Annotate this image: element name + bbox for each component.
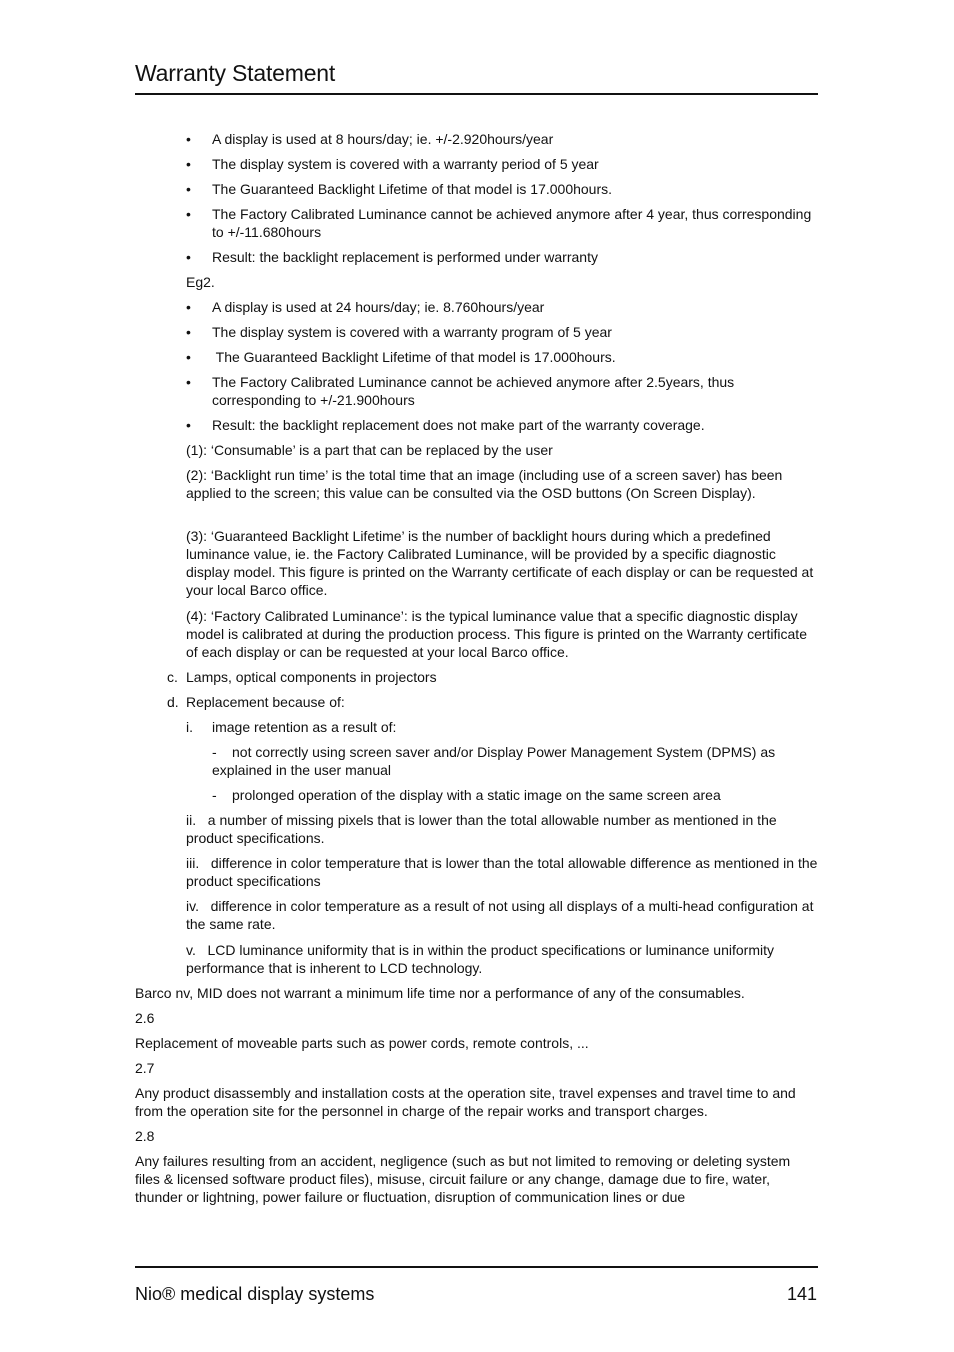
page-header [135, 58, 817, 88]
list-item-text: ii. a number of missing pixels that is lower than the total allowable number as mentioned in the product specifications. [186, 812, 781, 846]
list-marker: c. [167, 669, 178, 685]
bullet-mark: • [186, 249, 191, 265]
list-item-text: The Factory Calibrated Luminance cannot be achieved anymore after 4 year, thus corresponding to +/-11.680hours [212, 206, 812, 240]
footer-divider [135, 1266, 818, 1268]
bullet-mark: • [186, 181, 191, 197]
paragraph: Replacement of moveable parts such as power cords, remote controls, ... [135, 1035, 589, 1051]
paragraph: Any product disassembly and installation costs at the operation site, travel expenses and travel time to and from the operation site for the personnel in charge of the repair works and transport charges. [135, 1085, 796, 1119]
list-item-text: The display system is covered with a warranty period of 5 year [212, 156, 599, 172]
header-divider [135, 93, 818, 95]
footer-product-name: Nio® medical display systems [135, 1284, 375, 1304]
bullet-mark: • [186, 206, 191, 222]
list-item-text: iii. difference in color temperature that is lower than the total allowable difference as mentioned in the product specifications [186, 855, 822, 889]
bullet-mark: • [186, 131, 191, 147]
list-item-text: image retention as a result of: [212, 719, 397, 735]
list-item-text: not correctly using screen saver and/or Display Power Management System (DPMS) as explained in the user manual [212, 744, 776, 778]
footnote: (3): ‘Guaranteed Backlight Lifetime’ is the number of backlight hours during which a predefined luminance value, ie. the Factory Calibrated Luminance, will be provided by a specific diagnostic display model. This figure is printed on the Warranty certificate of each display or can be requested at your local Barco office. [186, 528, 814, 598]
bullet-mark: • [186, 156, 191, 172]
example-label: Eg2. [186, 274, 215, 290]
list-item-text: A display is used at 24 hours/day; ie. 8.760hours/year [212, 299, 545, 315]
page-number: 141 [786, 1284, 817, 1304]
list-item-text: Lamps, optical components in projectors [186, 669, 437, 685]
footnote: (4): ‘Factory Calibrated Luminance’: is the typical luminance value that a specific diagnostic display model is calibrated at during the production process. This figure is printed on the Warranty certificate of each display or can be requested at your local Barco office. [186, 608, 807, 660]
list-item-text: prolonged operation of the display with a static image on the same screen area [232, 787, 721, 803]
section-number: 2.7 [135, 1060, 155, 1076]
dash-mark: - [212, 787, 217, 803]
list-item-text: Replacement because of: [186, 694, 345, 710]
list-item-text: A display is used at 8 hours/day; ie. +/-2.920hours/year [212, 131, 554, 147]
list-item-text: iv. difference in color temperature as a result of not using all displays of a multi-head configuration at the same rate. [186, 898, 818, 932]
list-item-text: The Guaranteed Backlight Lifetime of that model is 17.000hours. [212, 349, 616, 365]
footnote: (2): ‘Backlight run time’ is the total time that an image (including use of a screen saver) has been applied to the screen; this value can be consulted via the OSD buttons (On Screen Display). [186, 467, 783, 501]
list-item-text: v. LCD luminance uniformity that is in within the product specifications or luminance uniformity performance that is inherent to LCD technology. [186, 942, 778, 976]
list-item-text: Result: the backlight replacement does not make part of the warranty coverage. [212, 417, 705, 433]
bullet-mark: • [186, 374, 191, 390]
dash-mark: - [212, 744, 217, 760]
section-number: 2.6 [135, 1010, 155, 1026]
bullet-mark: • [186, 299, 191, 315]
list-item-text: Result: the backlight replacement is performed under warranty [212, 249, 598, 265]
paragraph: Barco nv, MID does not warrant a minimum life time nor a performance of any of the consumables. [135, 985, 745, 1001]
bullet-mark: • [186, 349, 191, 365]
bullet-mark: • [186, 324, 191, 340]
list-item-text: The display system is covered with a warranty program of 5 year [212, 324, 612, 340]
list-marker: i. [186, 719, 193, 735]
paragraph: Any failures resulting from an accident, negligence (such as but not limited to removing or deleting system files & licensed software product files), misuse, circuit failure or any change, damage due to fire, water, thunder or lightning, power failure or fluctuation, disruption of communication lines or due [135, 1153, 791, 1205]
list-item-text: The Guaranteed Backlight Lifetime of that model is 17.000hours. [212, 181, 613, 197]
list-item-text: The Factory Calibrated Luminance cannot be achieved anymore after 2.5years, thus corresponding to +/-21.900hours [212, 374, 735, 408]
footnote: (1): ‘Consumable’ is a part that can be replaced by the user [186, 442, 553, 458]
bullet-mark: • [186, 417, 191, 433]
section-number: 2.8 [135, 1128, 155, 1144]
page-title: Warranty Statement [135, 60, 336, 86]
list-marker: d. [167, 694, 179, 710]
